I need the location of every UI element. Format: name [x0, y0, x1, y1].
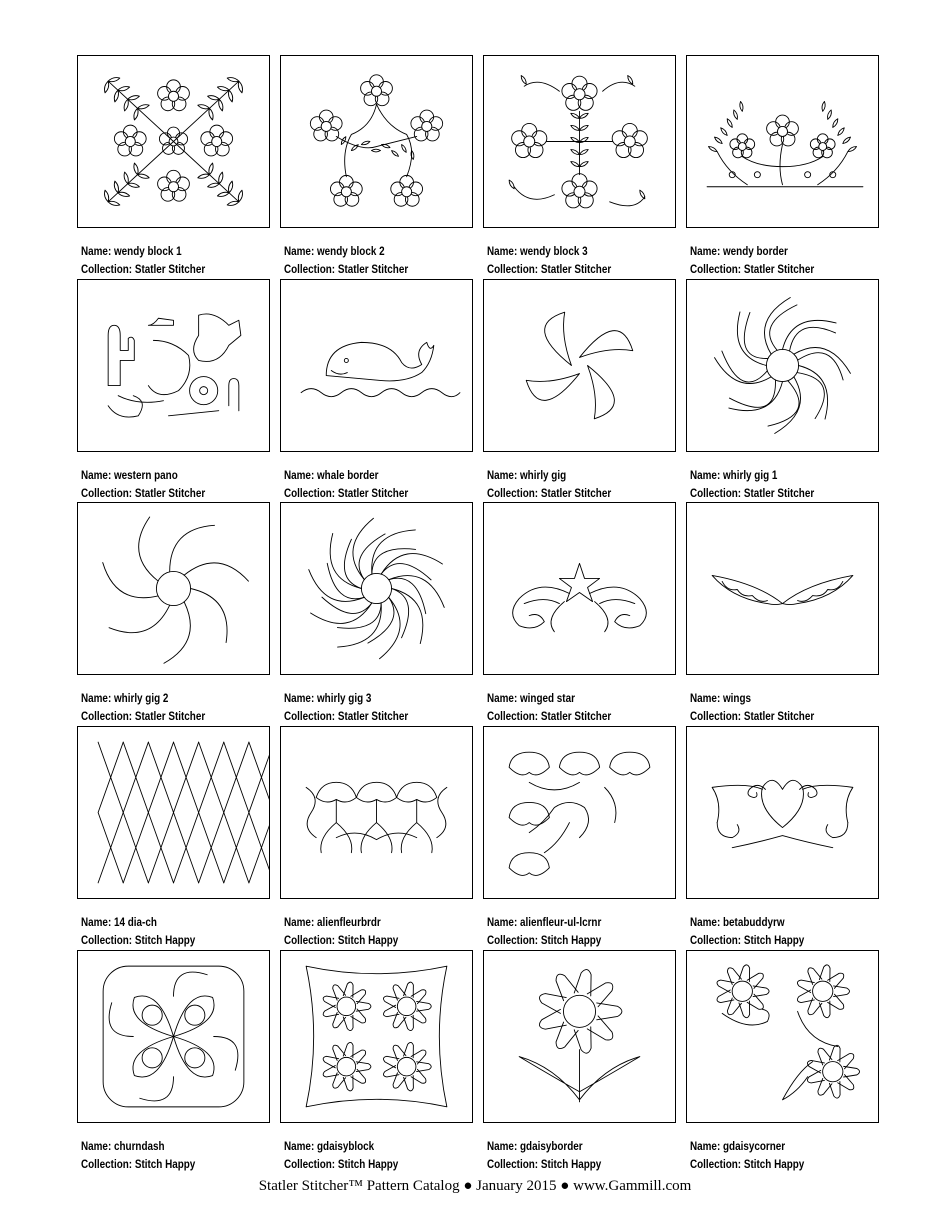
pattern-caption — [690, 914, 862, 950]
pattern-name — [284, 243, 456, 261]
pattern-thumbnail — [77, 55, 270, 228]
name-label: Name — [284, 917, 311, 929]
name-value: : whale border — [310, 470, 379, 482]
pattern-thumbnail — [483, 279, 676, 452]
pattern-thumbnail — [686, 502, 879, 675]
pattern-caption — [487, 1138, 659, 1174]
pattern-name — [690, 243, 862, 261]
name-label: Name — [690, 246, 717, 258]
pattern-collection: Collection: Statler Stitcher — [690, 264, 815, 276]
pattern-collection: Collection: Stitch Happy — [284, 1159, 399, 1171]
name-label: Name — [81, 693, 108, 705]
pattern-collection: Collection: Stitch Happy — [81, 935, 196, 947]
pattern-thumbnail — [686, 726, 879, 899]
whirly-gig-icon — [484, 280, 675, 451]
pattern-caption — [284, 690, 456, 726]
pattern-thumbnail — [280, 279, 473, 452]
pattern-caption — [81, 914, 253, 950]
wendy-block-3-icon — [484, 56, 675, 227]
wendy-block-icon — [78, 56, 269, 227]
name-label: Name — [284, 246, 311, 258]
pattern-caption — [284, 1138, 456, 1174]
pattern-caption — [690, 243, 862, 279]
pattern-caption — [284, 243, 456, 279]
name-value: : whirly gig — [513, 470, 567, 482]
whirly-gig-2-icon — [78, 503, 269, 674]
pattern-name — [81, 690, 253, 708]
pattern-collection: Collection: Statler Stitcher — [284, 711, 409, 723]
pattern-thumbnail — [77, 279, 270, 452]
pattern-name — [81, 467, 253, 485]
pattern-collection: Collection: Statler Stitcher — [487, 711, 612, 723]
whirly-gig-1-icon — [687, 280, 878, 451]
pattern-caption — [487, 467, 659, 503]
pattern-caption — [487, 243, 659, 279]
pattern-collection: Collection: Stitch Happy — [487, 935, 602, 947]
western-pano-icon — [78, 280, 269, 451]
name-value: : wings — [716, 693, 752, 705]
pattern-name — [487, 467, 659, 485]
pattern-collection: Collection: Statler Stitcher — [284, 488, 409, 500]
fleur-corner-icon — [484, 727, 675, 898]
name-value: : churndash — [107, 1141, 165, 1153]
pattern-thumbnail — [280, 726, 473, 899]
pattern-thumbnail — [686, 55, 879, 228]
name-label: Name — [690, 917, 717, 929]
catalog-footer: Statler Stitcher™ Pattern Catalog ● January 2015 ● www.Gammill.com — [258, 1178, 692, 1194]
pattern-name — [487, 690, 659, 708]
pattern-name — [81, 1138, 253, 1156]
pattern-name — [690, 467, 862, 485]
name-value: : wendy border — [716, 246, 788, 258]
pattern-caption — [284, 467, 456, 503]
pattern-name — [487, 243, 659, 261]
name-label: Name — [690, 693, 717, 705]
pattern-collection: Collection: Statler Stitcher — [690, 711, 815, 723]
pattern-thumbnail — [686, 950, 879, 1123]
pattern-caption — [81, 467, 253, 503]
pattern-collection: Collection: Stitch Happy — [690, 935, 805, 947]
name-label: Name — [284, 693, 311, 705]
name-label: Name — [487, 693, 514, 705]
pattern-name — [690, 1138, 862, 1156]
pattern-caption — [81, 1138, 253, 1174]
name-value: : alienfleurbrdr — [310, 917, 381, 929]
pattern-caption — [690, 1138, 862, 1174]
pattern-collection: Collection: Statler Stitcher — [487, 264, 612, 276]
pattern-name — [81, 914, 253, 932]
fleur-border-icon — [281, 727, 472, 898]
pattern-name — [487, 914, 659, 932]
name-label: Name — [81, 246, 108, 258]
pattern-name — [284, 690, 456, 708]
pattern-thumbnail — [686, 279, 879, 452]
pattern-thumbnail — [483, 726, 676, 899]
name-label: Name — [81, 917, 108, 929]
name-value: : wendy block 3 — [513, 246, 588, 258]
pattern-thumbnail — [483, 950, 676, 1123]
pattern-thumbnail — [280, 55, 473, 228]
pattern-name — [690, 914, 862, 932]
pattern-name — [284, 914, 456, 932]
name-value: : 14 dia-ch — [107, 917, 157, 929]
name-value: : gdaisycorner — [716, 1141, 786, 1153]
pattern-collection: Collection: Statler Stitcher — [81, 264, 206, 276]
daisy-border-icon — [484, 951, 675, 1122]
pattern-caption — [690, 690, 862, 726]
pattern-name — [487, 1138, 659, 1156]
name-value: : whirly gig 2 — [107, 693, 169, 705]
pattern-collection: Collection: Stitch Happy — [81, 1159, 196, 1171]
whirly-gig-3-icon — [281, 503, 472, 674]
name-label: Name — [284, 470, 311, 482]
pattern-thumbnail — [483, 55, 676, 228]
pattern-name — [284, 467, 456, 485]
daisy-block-icon — [281, 951, 472, 1122]
name-value: : gdaisyborder — [513, 1141, 583, 1153]
wendy-block-2-icon — [281, 56, 472, 227]
pattern-caption — [81, 243, 253, 279]
name-label: Name — [284, 1141, 311, 1153]
name-value: : alienfleur-ul-lcrnr — [513, 917, 602, 929]
pattern-thumbnail — [483, 502, 676, 675]
name-label: Name — [690, 1141, 717, 1153]
daisy-corner-icon — [687, 951, 878, 1122]
diamond-grid-icon — [78, 727, 269, 898]
pattern-thumbnail — [77, 502, 270, 675]
pattern-thumbnail — [280, 502, 473, 675]
name-label: Name — [81, 470, 108, 482]
name-value: : whirly gig 1 — [716, 470, 778, 482]
pattern-caption — [487, 690, 659, 726]
name-value: : wendy block 1 — [107, 246, 182, 258]
name-label: Name — [81, 1141, 108, 1153]
pattern-caption — [487, 914, 659, 950]
pattern-caption — [690, 467, 862, 503]
whale-border-icon — [281, 280, 472, 451]
name-value: : western pano — [107, 470, 178, 482]
name-label: Name — [487, 470, 514, 482]
pattern-collection: Collection: Statler Stitcher — [487, 488, 612, 500]
pattern-collection: Collection: Statler Stitcher — [81, 711, 206, 723]
pattern-collection: Collection: Statler Stitcher — [284, 264, 409, 276]
name-label: Name — [487, 1141, 514, 1153]
wings-icon — [687, 503, 878, 674]
name-value: : wendy block 2 — [310, 246, 385, 258]
pattern-name — [284, 1138, 456, 1156]
wendy-border-icon — [687, 56, 878, 227]
pattern-collection: Collection: Statler Stitcher — [690, 488, 815, 500]
pattern-thumbnail — [77, 726, 270, 899]
name-label: Name — [487, 917, 514, 929]
churndash-icon — [78, 951, 269, 1122]
pattern-collection: Collection: Stitch Happy — [284, 935, 399, 947]
pattern-thumbnail — [77, 950, 270, 1123]
name-value: : betabuddyrw — [716, 917, 785, 929]
pattern-collection: Collection: Stitch Happy — [690, 1159, 805, 1171]
pattern-caption — [81, 690, 253, 726]
pattern-collection: Collection: Stitch Happy — [487, 1159, 602, 1171]
heart-scroll-icon — [687, 727, 878, 898]
pattern-thumbnail — [280, 950, 473, 1123]
name-value: : winged star — [513, 693, 575, 705]
name-label: Name — [487, 246, 514, 258]
winged-star-icon — [484, 503, 675, 674]
pattern-name — [690, 690, 862, 708]
name-label: Name — [690, 470, 717, 482]
name-value: : gdaisyblock — [310, 1141, 375, 1153]
pattern-caption — [284, 914, 456, 950]
name-value: : whirly gig 3 — [310, 693, 372, 705]
pattern-collection: Collection: Statler Stitcher — [81, 488, 206, 500]
pattern-name — [81, 243, 253, 261]
